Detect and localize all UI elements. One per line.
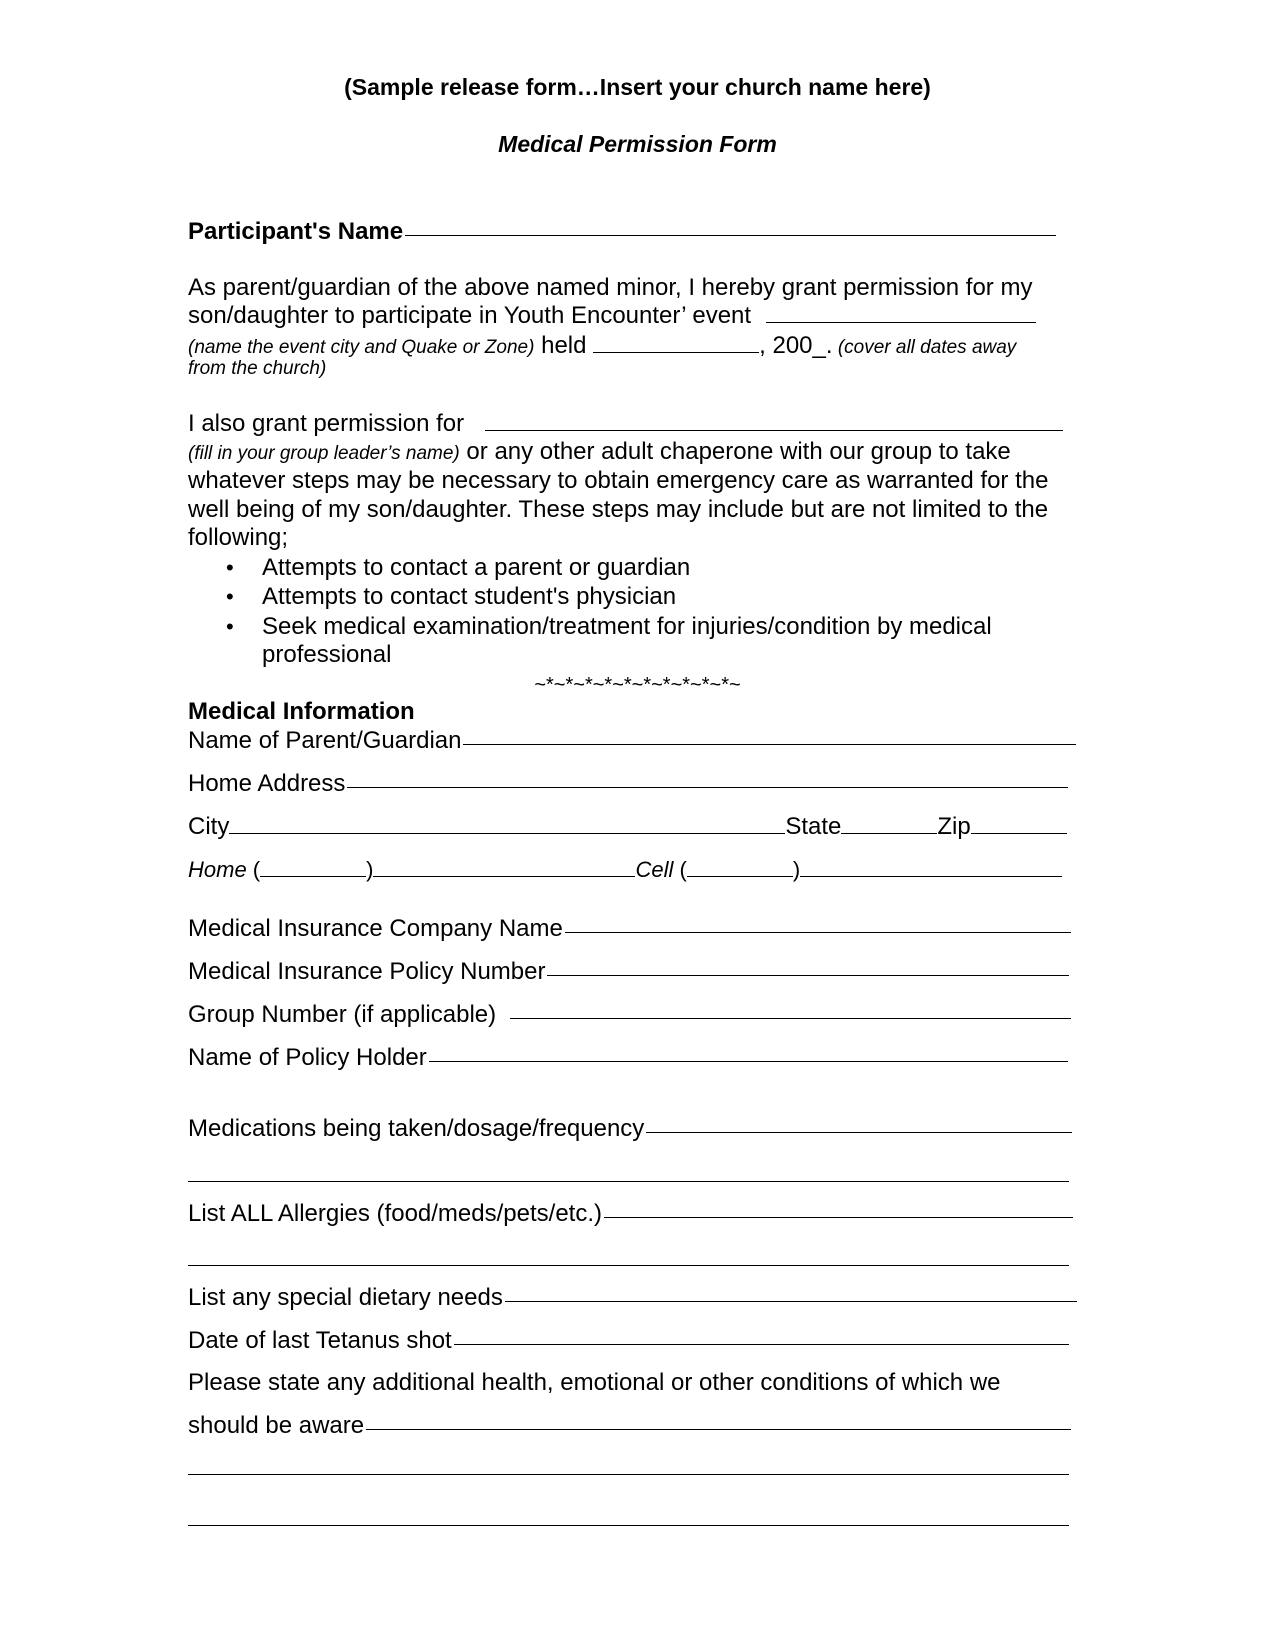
group-number-line[interactable]: [510, 1018, 1071, 1019]
list-item: [226, 613, 992, 641]
allergies-line[interactable]: [604, 1217, 1073, 1218]
zip-line[interactable]: [971, 832, 1067, 834]
form-title: (Sample release form…Insert your church name here): [344, 74, 931, 100]
medications-label: Medications being taken/dosage/frequency: [188, 1115, 645, 1142]
event-city-note: (name the event city and Quake or Zone): [188, 337, 535, 358]
permission-line-3: whatever steps may be necessary to obtain emergency care as warranted for the: [188, 467, 1049, 494]
bullet-icon: •: [226, 614, 234, 639]
tetanus-date-line[interactable]: [454, 1344, 1069, 1345]
participant-name-label: Participant's Name: [188, 218, 404, 245]
bullet-text-2: Attempts to contact student's physician: [262, 583, 677, 610]
insurance-company-field[interactable]: [188, 915, 1071, 943]
permission-line-1-text: I also grant permission for: [188, 410, 465, 437]
conditions-line-1: Please state any additional health, emotional or other conditions of which we: [188, 1369, 1001, 1396]
bullet-text-1: Attempts to contact a parent or guardian: [262, 554, 691, 581]
allergies-label: List ALL Allergies (food/meds/pets/etc.): [188, 1200, 602, 1227]
cell-phone-line[interactable]: [800, 875, 1062, 877]
event-dates-line[interactable]: [593, 351, 759, 353]
home-address-field[interactable]: [188, 770, 1068, 798]
group-number-field[interactable]: [188, 1001, 1071, 1029]
group-leader-note: (fill in your group leader’s name): [188, 443, 460, 464]
bullet-icon: •: [226, 555, 234, 580]
policy-holder-line[interactable]: [429, 1061, 1068, 1062]
parent-guardian-label: Name of Parent/Guardian: [188, 727, 462, 754]
dietary-needs-label: List any special dietary needs: [188, 1284, 503, 1311]
dates-away-note: (cover all dates away: [832, 337, 1017, 358]
home-area-code-line[interactable]: [260, 875, 366, 877]
state-line[interactable]: [841, 832, 937, 834]
bullet-icon: •: [226, 584, 234, 609]
policy-holder-field[interactable]: [188, 1044, 1068, 1072]
group-leader-line[interactable]: [485, 429, 1063, 431]
permission-line-2: [188, 438, 1011, 466]
home-phone-line[interactable]: [373, 875, 635, 877]
separator: ~*~*~*~*~*~*~*~*~*~*~: [534, 674, 741, 696]
insurance-company-label: Medical Insurance Company Name: [188, 915, 563, 942]
group-number-label: Group Number (if applicable): [188, 1001, 497, 1028]
home-address-label: Home Address: [188, 770, 346, 797]
list-item: [226, 554, 690, 582]
form-subtitle: Medical Permission Form: [498, 131, 777, 157]
home-address-line[interactable]: [347, 787, 1068, 788]
medications-continuation-line[interactable]: [188, 1181, 1069, 1182]
list-item: [226, 583, 676, 611]
conditions-field[interactable]: [188, 1412, 1071, 1440]
permission-line-5: following;: [188, 524, 289, 551]
phone-row: Home ( ) Cell ( ): [188, 857, 1062, 883]
event-name-line[interactable]: [766, 321, 1036, 323]
participant-name-field[interactable]: [188, 218, 1056, 246]
tetanus-date-label: Date of last Tetanus shot: [188, 1327, 452, 1354]
conditions-line[interactable]: [366, 1429, 1071, 1430]
permission-line-1: [188, 410, 1063, 438]
conditions-continuation-line-2[interactable]: [188, 1525, 1069, 1526]
city-line[interactable]: [229, 832, 785, 834]
policy-holder-label: Name of Policy Holder: [188, 1044, 427, 1071]
policy-number-line[interactable]: [547, 975, 1069, 976]
conditions-label: should be aware: [188, 1412, 365, 1439]
conditions-continuation-line-1[interactable]: [188, 1474, 1069, 1475]
participant-name-line[interactable]: [405, 235, 1056, 236]
year-label: , 200_.: [759, 332, 833, 359]
consent-line-2-text: son/daughter to participate in Youth Encounter’ event: [188, 302, 752, 329]
medical-info-heading: Medical Information: [188, 698, 415, 725]
dietary-needs-field[interactable]: [188, 1284, 1077, 1312]
medications-line[interactable]: [646, 1132, 1072, 1133]
tetanus-date-field[interactable]: [188, 1327, 1069, 1355]
city-state-zip-row: [188, 813, 1067, 841]
allergies-continuation-line[interactable]: [188, 1265, 1069, 1266]
consent-line-4: from the church): [188, 358, 327, 379]
consent-line-2: [188, 302, 1036, 330]
cell-phone-label: Cell: [635, 857, 674, 882]
permission-line-2-text: or any other adult chaperone with our group to take: [459, 438, 1011, 465]
policy-number-label: Medical Insurance Policy Number: [188, 958, 546, 985]
parent-guardian-line[interactable]: [463, 744, 1076, 745]
permission-line-4: well being of my son/daughter. These steps may include but are not limited to the: [188, 496, 1049, 523]
policy-number-field[interactable]: [188, 958, 1069, 986]
state-label: State: [785, 813, 842, 840]
zip-label: Zip: [937, 813, 971, 840]
bullet-text-3: Seek medical examination/treatment for injuries/condition by medical: [262, 613, 992, 640]
parent-guardian-field[interactable]: [188, 727, 1076, 755]
medications-field[interactable]: [188, 1115, 1072, 1143]
insurance-company-line[interactable]: [565, 932, 1071, 933]
consent-line-3: [188, 332, 1016, 360]
allergies-field[interactable]: [188, 1200, 1073, 1228]
city-label: City: [188, 813, 230, 840]
consent-line-1: As parent/guardian of the above named minor, I hereby grant permission for my: [188, 274, 1033, 301]
held-label: held: [534, 332, 594, 359]
bullet-text-3-continued: professional: [262, 641, 392, 668]
home-phone-label: Home: [188, 857, 247, 882]
cell-area-code-line[interactable]: [687, 875, 793, 877]
dietary-needs-line[interactable]: [505, 1301, 1077, 1302]
